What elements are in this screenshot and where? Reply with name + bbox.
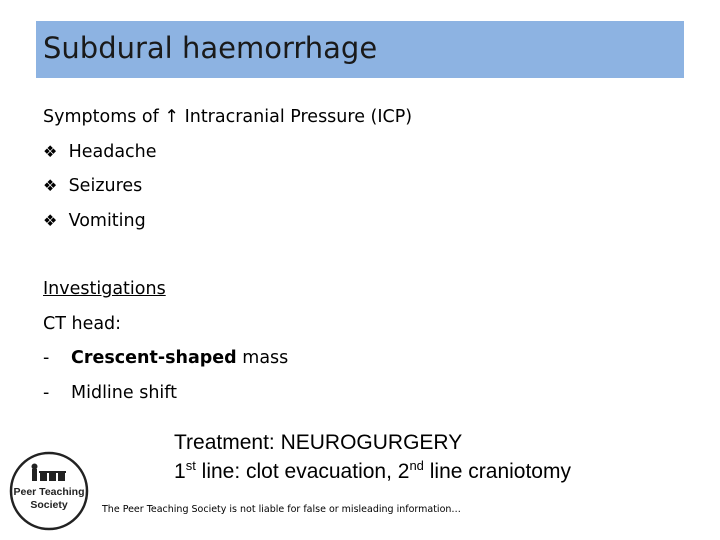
symptoms-heading: Symptoms of ↑ Intracranial Pressure (ICP) — [43, 107, 413, 127]
dash-bullet: - — [43, 382, 50, 403]
symptom-item — [43, 135, 412, 170]
treatment-line: Treatment: NEUROGURGERY — [174, 431, 463, 454]
symptom-label: Seizures — [68, 176, 143, 196]
ordinal-suffix: st — [185, 458, 196, 473]
second-line-text: line craniotomy — [423, 460, 571, 483]
symptom-item — [43, 204, 412, 239]
ct-finding — [43, 341, 288, 376]
ct-finding-bold: Crescent-shaped — [71, 348, 237, 368]
disclaimer: The Peer Teaching Society is not liable for false or misleading information… — [102, 504, 461, 515]
ct-finding-text: mass — [236, 348, 289, 368]
symptom-label: Headache — [68, 141, 157, 162]
ct-finding — [43, 376, 288, 411]
ct-finding-text: Midline shift — [71, 382, 177, 403]
diamond-bullet-icon: ❖ — [43, 210, 58, 230]
ordinal-number: 2 — [397, 460, 410, 483]
first-line-text: line: clot evacuation, — [195, 460, 398, 483]
dash-bullet: - — [43, 348, 50, 368]
ordinal-suffix: nd — [409, 458, 424, 473]
logo-text-line: Peer Teaching — [13, 486, 85, 498]
logo-text-line: Society — [30, 499, 68, 511]
symptom-label: Vomiting — [68, 210, 146, 231]
ordinal-number: 1 — [174, 460, 186, 483]
treatment-block — [174, 428, 571, 486]
diamond-bullet-icon: ❖ — [43, 141, 58, 161]
treatment-order-line — [174, 457, 571, 486]
peer-teaching-society-logo-icon — [9, 451, 89, 531]
diamond-bullet-icon: ❖ — [43, 176, 58, 195]
symptom-item — [43, 169, 412, 204]
slide-title: Subdural haemorrhage — [43, 31, 378, 65]
investigations-block — [43, 272, 288, 410]
ct-label: CT head: — [43, 313, 122, 334]
title-bar — [36, 21, 684, 78]
symptoms-block — [43, 100, 412, 238]
investigations-heading: Investigations — [43, 279, 166, 299]
